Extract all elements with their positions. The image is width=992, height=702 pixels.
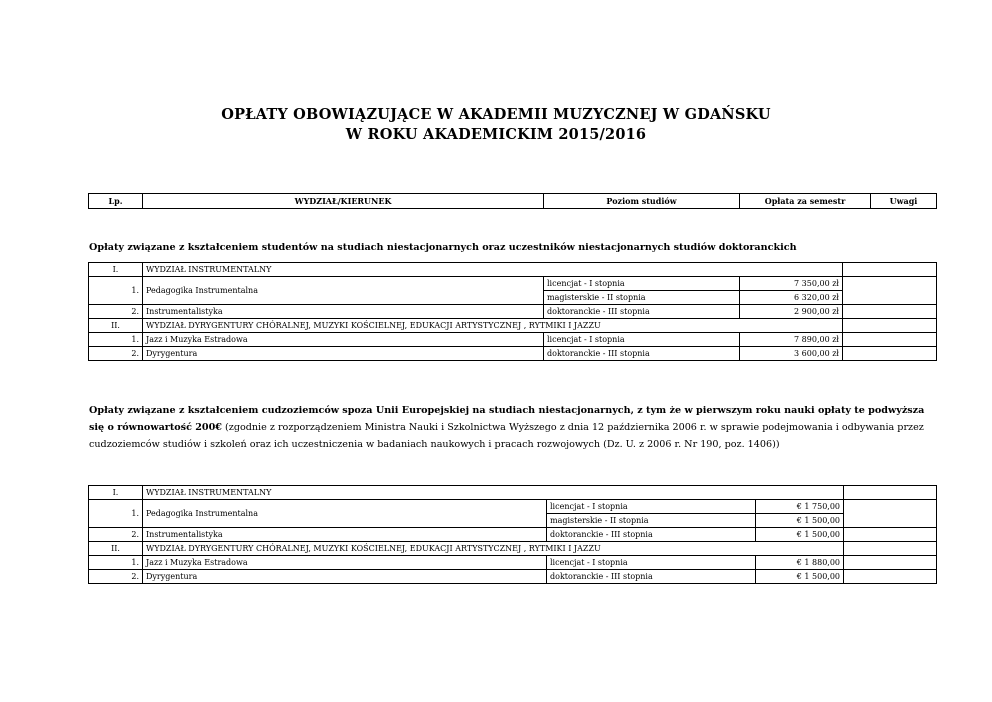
fee-value: € 1 500,00 xyxy=(756,528,844,542)
row-lp: 1. xyxy=(89,333,143,347)
header-table xyxy=(88,193,937,209)
table-row xyxy=(89,277,937,291)
program-name: Pedagogika Instrumentalna xyxy=(143,277,544,305)
remarks-cell xyxy=(844,500,937,528)
program-name: Pedagogika Instrumentalna xyxy=(143,500,547,528)
table-row xyxy=(89,263,937,277)
row-lp: 1. xyxy=(89,500,143,528)
table-row xyxy=(89,305,937,319)
row-lp: 2. xyxy=(89,347,143,361)
header-uwagi: Uwagi xyxy=(871,194,937,209)
program-name: Jazz i Muzyka Estradowa xyxy=(143,556,547,570)
remarks-cell xyxy=(844,528,937,542)
remarks-cell xyxy=(844,556,937,570)
study-level: magisterskie - II stopnia xyxy=(547,514,756,528)
remarks-cell xyxy=(843,277,937,305)
fee-value: 7 890,00 zł xyxy=(740,333,843,347)
fees-table-foreign xyxy=(88,485,937,584)
section1-heading xyxy=(89,239,939,256)
fee-value: € 1 500,00 xyxy=(756,514,844,528)
faculty-number: II. xyxy=(89,319,143,333)
table-row xyxy=(89,500,937,514)
faculty-name: WYDZIAŁ INSTRUMENTALNY xyxy=(143,486,844,500)
study-level: licencjat - I stopnia xyxy=(547,556,756,570)
program-name: Dyrygentura xyxy=(143,570,547,584)
faculty-number: I. xyxy=(89,263,143,277)
faculty-name: WYDZIAŁ DYRYGENTURY CHÓRALNEJ, MUZYKI KOŚCIELNEJ, EDUKACJI ARTYSTYCZNEJ , RYTMIKI I JAZZU xyxy=(143,319,843,333)
table-row xyxy=(89,570,937,584)
faculty-number: I. xyxy=(89,486,143,500)
header-wydzial: WYDZIAŁ/KIERUNEK xyxy=(143,194,544,209)
table-row xyxy=(89,556,937,570)
study-level: licencjat - I stopnia xyxy=(544,333,740,347)
remarks-cell xyxy=(843,319,937,333)
table-row xyxy=(89,347,937,361)
table-row xyxy=(89,486,937,500)
fee-value: 6 320,00 zł xyxy=(740,291,843,305)
study-level: licencjat - I stopnia xyxy=(547,500,756,514)
table-row xyxy=(89,333,937,347)
study-level: doktoranckie - III stopnia xyxy=(547,528,756,542)
header-poziom: Poziom studiów xyxy=(544,194,740,209)
document-title-line2: W ROKU AKADEMICKIM 2015/2016 xyxy=(345,126,647,143)
study-level: doktoranckie - III stopnia xyxy=(547,570,756,584)
study-level: doktoranckie - III stopnia xyxy=(544,347,740,361)
program-name: Instrumentalistyka xyxy=(143,305,544,319)
program-name: Dyrygentura xyxy=(143,347,544,361)
table-row xyxy=(89,542,937,556)
remarks-cell xyxy=(843,347,937,361)
program-name: Jazz i Muzyka Estradowa xyxy=(143,333,544,347)
fee-value: 3 600,00 zł xyxy=(740,347,843,361)
fee-value: 2 900,00 zł xyxy=(740,305,843,319)
fee-value: 7 350,00 zł xyxy=(740,277,843,291)
row-lp: 2. xyxy=(89,305,143,319)
fees-table-domestic xyxy=(88,262,937,361)
section2-heading-bold: Opłaty związane z kształceniem cudzoziemców spoza Unii Europejskiej na studiach niestacjonarnych, z tym że w pierwszym roku nauki opłaty te podwyższa się o równowartość 200€ xyxy=(89,405,925,433)
header-oplata: Opłata za semestr xyxy=(740,194,871,209)
faculty-number: II. xyxy=(89,542,143,556)
faculty-name: WYDZIAŁ DYRYGENTURY CHÓRALNEJ, MUZYKI KOŚCIELNEJ, EDUKACJI ARTYSTYCZNEJ , RYTMIKI I JAZZU xyxy=(143,542,844,556)
row-lp: 2. xyxy=(89,570,143,584)
fee-value: € 1 500,00 xyxy=(756,570,844,584)
fee-value: € 1 750,00 xyxy=(756,500,844,514)
table-row xyxy=(89,319,937,333)
remarks-cell xyxy=(844,542,937,556)
study-level: licencjat - I stopnia xyxy=(544,277,740,291)
row-lp: 2. xyxy=(89,528,143,542)
table-row xyxy=(89,528,937,542)
faculty-name: WYDZIAŁ INSTRUMENTALNY xyxy=(143,263,843,277)
remarks-cell xyxy=(843,305,937,319)
row-lp: 1. xyxy=(89,277,143,305)
row-lp: 1. xyxy=(89,556,143,570)
study-level: doktoranckie - III stopnia xyxy=(544,305,740,319)
remarks-cell xyxy=(844,486,937,500)
section2-heading xyxy=(89,402,939,453)
remarks-cell xyxy=(844,570,937,584)
study-level: magisterskie - II stopnia xyxy=(544,291,740,305)
fee-value: € 1 880,00 xyxy=(756,556,844,570)
program-name: Instrumentalistyka xyxy=(143,528,547,542)
section2-heading-normal: (zgodnie z rozporządzeniem Ministra Nauki i Szkolnictwa Wyższego z dnia 12 października 2006 r. w sprawie podejmowania i odbywania przez cudzoziemców studiów i szkoleń oraz ich uczestniczenia w badaniach naukowych i pracach rozwojowych (Dz. U. z 2006 r. Nr 190, poz. 1406)) xyxy=(89,422,924,450)
header-lp: Lp. xyxy=(89,194,143,209)
remarks-cell xyxy=(843,263,937,277)
document-title-line1: OPŁATY OBOWIĄZUJĄCE W AKADEMII MUZYCZNEJ W GDAŃSKU xyxy=(221,106,771,123)
section1-heading-text: Opłaty związane z kształceniem studentów na studiach niestacjonarnych oraz uczestników niestacjonarnych studiów doktoranckich xyxy=(89,242,797,253)
remarks-cell xyxy=(843,333,937,347)
